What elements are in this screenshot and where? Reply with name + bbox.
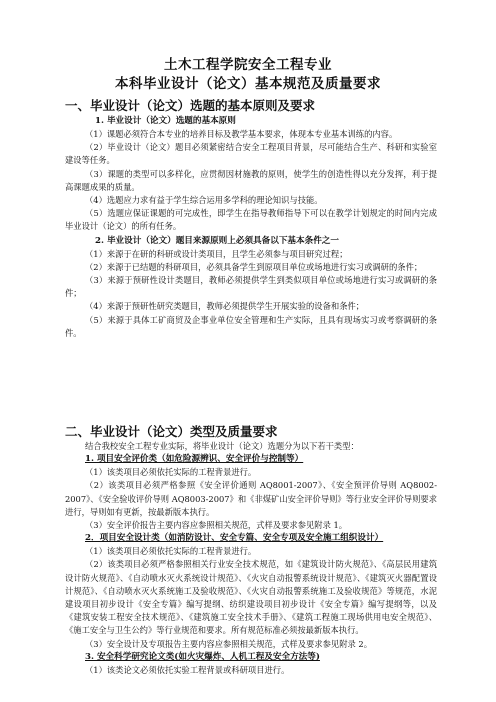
section2-heading: 二、毕业设计（论文）类型及质量要求 bbox=[65, 424, 278, 439]
paragraph: （3）课题的类型可以多样化，应贯彻因材施教的原则，使学生的创造性得以充分发挥，利于提高课题成果的质量。 bbox=[65, 168, 437, 192]
paragraph: （3）安全设计及专项报告主要内容应参照相关规范，式样及要求参见附录 2。 bbox=[85, 638, 372, 649]
section1-sub2-heading: 2. 毕业设计（论文）题目来源原则上必须具备以下基本条件之一 bbox=[95, 235, 339, 246]
paragraph: （1）课题必须符合本专业的培养目标及教学基本要求，体现本专业基本训练的内容。 bbox=[85, 129, 398, 139]
paragraph: （5）选题应保证课题的可完成性，即学生在指导教师指导下可以在教学计划规定的时间内完成毕业设计（论文）的所有任务。 bbox=[65, 208, 437, 232]
section1-heading: 一、毕业设计（论文）选题的基本原则及要求 bbox=[65, 98, 316, 113]
paragraph: （3）来源于预研性设计类题目，教师必须提供学生到类似项目单位或场地进行实习或调研的条件； bbox=[65, 275, 437, 299]
paragraph: （1）该类项目必须依托实际的工程背景进行。 bbox=[85, 546, 257, 557]
document-title-line1: 土木工程学院安全工程专业 bbox=[164, 57, 332, 73]
paragraph: （5）来源于具体工矿商贸及企事业单位安全管理和生产实际，且具有现场实习或考察调研的条件。 bbox=[65, 314, 437, 338]
section1 bbox=[65, 98, 437, 340]
type3-heading: 3. 安全科学研究论文类(如火灾爆炸、人机工程及安全方法等) bbox=[85, 651, 320, 662]
paragraph: （2）该类项目必须严格参照相关行业安全技术规范，如《建筑设计防火规范》、《高层民用建筑设计防火规范》、《自动喷水灭火系统设计规范》、《火灾自动报警系统设计规范》、《建筑灭火器配置设计规范》、《自动喷水灭火系统施工及验收规范》、《火灾自动报警系统施工及验收规范》等规范，水泥建设项目初步设计《安全专篇》编写提纲、纺织建设项目初步设计《安全专篇》编写提纲等，以及《建筑安装工程安全技术规范》、《建筑施工安全技术手册》、《建筑工程施工现场供用电安全规范》、《施工安全与卫生公约》等行业规范和要求。所有规范标准必须按最新版本执行。 bbox=[65, 559, 437, 636]
paragraph: （1）该类论文必须依托实验工程背景或科研项目进行。 bbox=[85, 664, 290, 675]
paragraph: （4）来源于预研性研究类题目，教师必须提供学生开展实验的设备和条件； bbox=[85, 301, 365, 312]
section1-sub1-heading: 1. 毕业设计（论文）选题的基本原则 bbox=[95, 116, 236, 126]
paragraph: （2）来源于已结题的科研项目，必须具备学生到原项目单位或场地进行实习或调研的条件； bbox=[85, 261, 423, 272]
section2-intro: 结合我校安全工程专业实际，将毕业设计（论文）选题分为以下若干类型： bbox=[85, 441, 359, 451]
paragraph: （2）毕业设计（论文）题目必须紧密结合安全工程项目背景，尽可能结合生产、科研和实验室建设等任务。 bbox=[65, 142, 437, 166]
paragraph: （4）选题应力求有益于学生综合运用多学科的理论知识与技能。 bbox=[85, 195, 323, 206]
type2-heading: 2．项目安全设计类（如消防设计、安全专篇、安全专项及安全施工组织设计） bbox=[85, 533, 384, 544]
paragraph: （1）来源于在研的科研或设计类项目，且学生必须参与项目研究过程； bbox=[85, 248, 348, 259]
section2 bbox=[65, 424, 437, 677]
type1-heading: 1. 项目安全评价类（如危险源辨识、安全评价与控制等） bbox=[85, 454, 304, 465]
paragraph: （1）该类项目必须依托实际的工程背景进行。 bbox=[85, 467, 257, 478]
paragraph: （3）安全评价报告主要内容应参照相关规范，式样及要求参见附录 1。 bbox=[85, 520, 348, 531]
paragraph: （2）该类项目必须严格参照《安全评价通则 AQ8001-2007》、《安全预评价导则 AQ8002-2007》、《安全验收评价导则 AQ8003-2007》和《非煤矿山安全评价导则》等行业安全评价导则要求进行，导则如有更新，按最新版本执行。 bbox=[65, 480, 437, 517]
document-title-line2: 本科毕业设计（论文）基本规范及质量要求 bbox=[115, 76, 381, 92]
